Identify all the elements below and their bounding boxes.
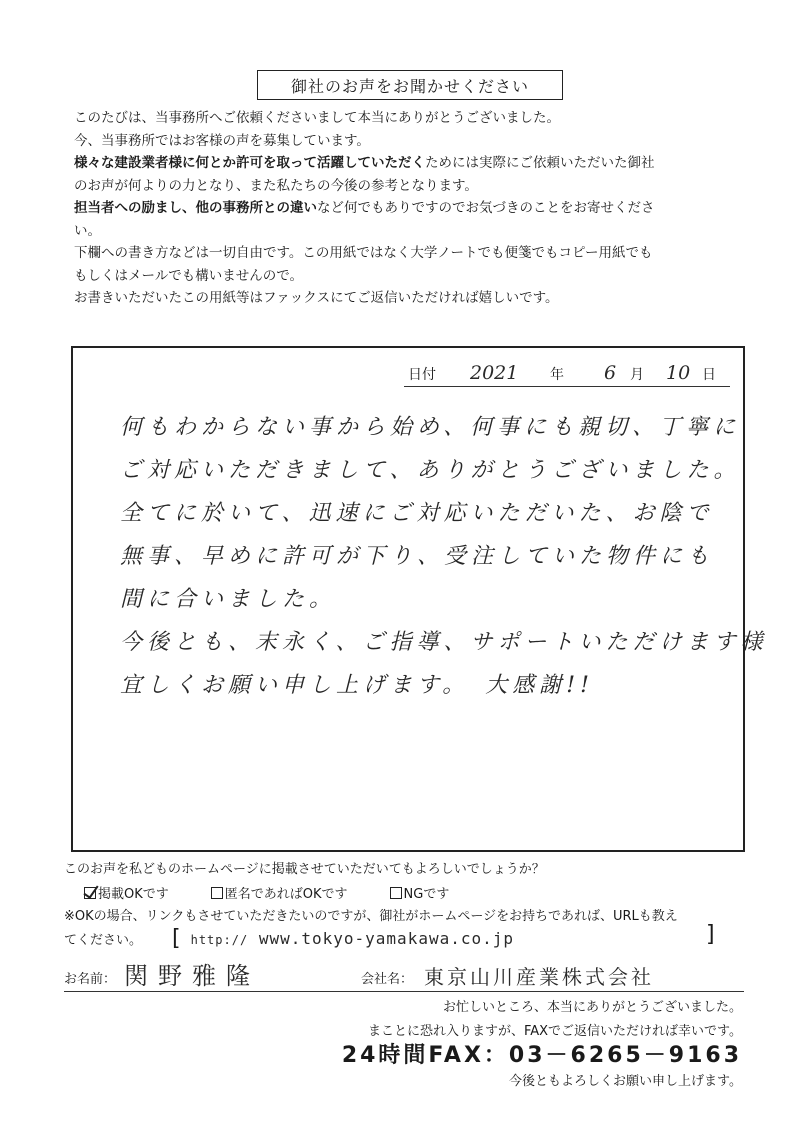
url-row (64, 926, 514, 951)
option-no-label: NGです (403, 887, 450, 902)
option-no[interactable] (390, 883, 450, 902)
company-label: 会社名： (361, 972, 414, 987)
footer-thanks: お忙しいところ、本当にありがとうございました。 (442, 1000, 742, 1015)
url-field[interactable] (191, 929, 514, 948)
letter-line: 全てに於いて、迅速にご対応いただいた、お陰で (120, 501, 714, 526)
fax-number: 24時間FAX：03－6265－9163 (341, 1043, 742, 1068)
name-field[interactable]: 関野雅隆 (124, 962, 260, 990)
date-day-unit: 日 (702, 367, 716, 383)
option-anonymous-label: 匿名であればOKです (224, 887, 348, 902)
checkbox-checked-icon[interactable] (84, 887, 96, 899)
url-prefix: http:// (190, 933, 249, 947)
letter-line: ご対応いただきまして、ありがとうございました。 (120, 458, 741, 483)
letter-line: 間に合いました。 (120, 587, 337, 612)
bracket-left: [ (172, 926, 181, 951)
name-row (64, 962, 744, 992)
date-year: 2021 (470, 362, 519, 384)
form-title-text: 御社のお声をお聞かせください (290, 76, 529, 96)
url-note-line: てください。 (64, 933, 143, 948)
letter-line: 無事、早めに許可が下り、受注していた物件にも (120, 544, 715, 569)
name-label: お名前： (64, 972, 117, 987)
intro-line: い。 (74, 222, 101, 239)
intro-line (74, 152, 754, 175)
intro-text (74, 107, 754, 310)
company-field[interactable]: 東京山川産業株式会社 (424, 965, 654, 989)
option-yes-label: 掲載OKです (98, 887, 169, 902)
intro-rest: など何でもありですのでお気づきのことをお寄せくださ (317, 200, 655, 216)
intro-line: このたびは、当事務所へご依頼くださいまして本当にありがとうございました。 (74, 110, 560, 126)
handwritten-letter (120, 410, 768, 711)
bracket-right: ] (706, 922, 715, 947)
letter-line: 今後とも、末永く、ご指導、サポートいただけます様 (120, 630, 768, 655)
checkbox-icon[interactable] (211, 887, 223, 899)
consent-options (84, 883, 491, 902)
intro-line: のお声が何よりの力となり、また私たちの今後の参考となります。 (74, 177, 478, 194)
intro-line (74, 197, 754, 220)
date-month-unit: 月 (630, 367, 644, 383)
date-month: 6 (604, 362, 617, 384)
footer-fax-request: まことに恐れ入りますが、FAXでご返信いただければ幸いです。 (367, 1024, 742, 1039)
intro-line: お書きいただいたこの用紙等はファックスにてご返信いただければ嬉しいです。 (74, 290, 559, 306)
intro-bold: 様々な建設業者様に何とか許可を取って活躍していただく (74, 155, 425, 171)
date-year-unit: 年 (550, 367, 564, 383)
form-title (257, 70, 563, 100)
url-note (64, 906, 754, 928)
intro-line: 今、当事務所ではお客様の声を募集しています。 (74, 132, 370, 149)
intro-rest: ためには実際にご依頼いただいた御社 (425, 155, 655, 171)
date-field (404, 363, 730, 387)
option-anonymous[interactable] (211, 883, 348, 902)
url-value: www.tokyo-yamakawa.co.jp (258, 929, 515, 948)
letter-line: 何もわからない事から始め、何事にも親切、丁寧に (120, 415, 741, 440)
intro-line: もしくはメールでも構いませんので。 (74, 267, 303, 284)
option-yes[interactable] (84, 883, 169, 902)
url-note-line: ※OKの場合、リンクもさせていただきたいのですが、御社がホームページをお持ちであれば、URLも教え (64, 909, 678, 924)
checkbox-icon[interactable] (390, 887, 402, 899)
letter-line: 宜しくお願い申し上げます。 大感謝!! (120, 673, 594, 698)
consent-question: このお声を私どものホームページに掲載させていただいてもよろしいでしょうか？ (64, 862, 545, 877)
intro-line: 下欄への書き方などは一切自由です。この用紙ではなく大学ノートでも便箋でもコピー用紙でも (74, 245, 653, 261)
footer-closing: 今後ともよろしくお願い申し上げます。 (509, 1074, 742, 1089)
date-label: 日付 (408, 367, 436, 383)
intro-bold: 担当者への励まし、他の事務所との違い (74, 200, 317, 216)
date-day: 10 (666, 362, 691, 384)
